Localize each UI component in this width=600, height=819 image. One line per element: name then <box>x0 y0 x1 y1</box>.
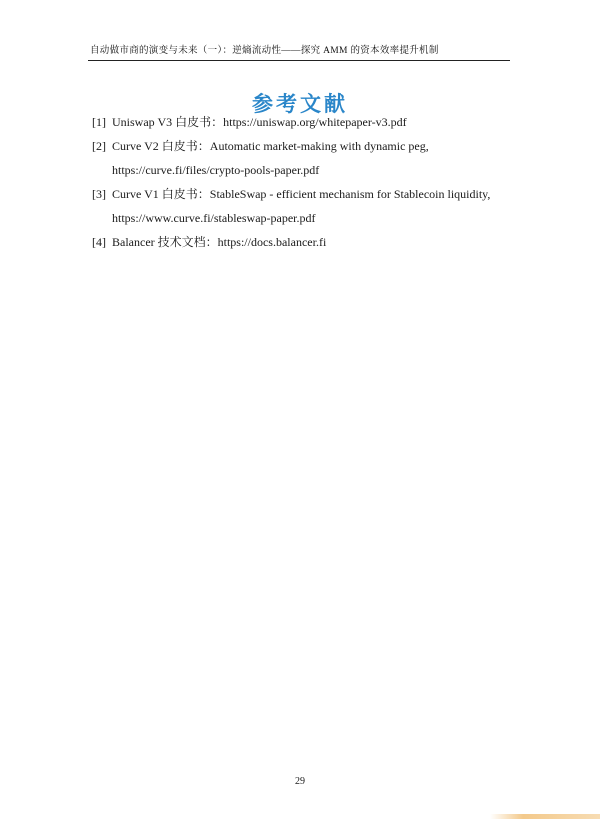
section-title: 参考文献 <box>252 91 348 117</box>
reference-number: [1] <box>92 115 106 129</box>
reference-list <box>92 110 512 254</box>
reference-url: https://curve.fi/files/crypto-pools-paper.pdf <box>112 163 320 177</box>
page-number: 29 <box>295 776 305 787</box>
reference-item-4 <box>92 230 512 254</box>
reference-text: Balancer 技术文档：https://docs.balancer.fi <box>112 235 327 249</box>
running-header: 自动做市商的演变与未来（一）：逆熵流动性——探究 AMM 的资本效率提升机制 <box>90 46 439 56</box>
reference-text: Curve V2 白皮书：Automatic market-making with dynamic peg, <box>112 139 429 153</box>
reference-item-3 <box>92 182 512 230</box>
reference-number: [3] <box>92 187 106 201</box>
corner-decoration <box>490 814 600 819</box>
reference-item-2 <box>92 134 512 182</box>
reference-number: [4] <box>92 235 106 249</box>
reference-text: Uniswap V3 白皮书：https://uniswap.org/whitepaper-v3.pdf <box>112 115 407 129</box>
reference-number: [2] <box>92 139 106 153</box>
header-divider <box>88 60 510 61</box>
reference-text: Curve V1 白皮书：StableSwap - efficient mechanism for Stablecoin liquidity, <box>112 187 491 201</box>
reference-url: https://www.curve.fi/stableswap-paper.pdf <box>112 211 316 225</box>
reference-item-1 <box>92 110 512 134</box>
